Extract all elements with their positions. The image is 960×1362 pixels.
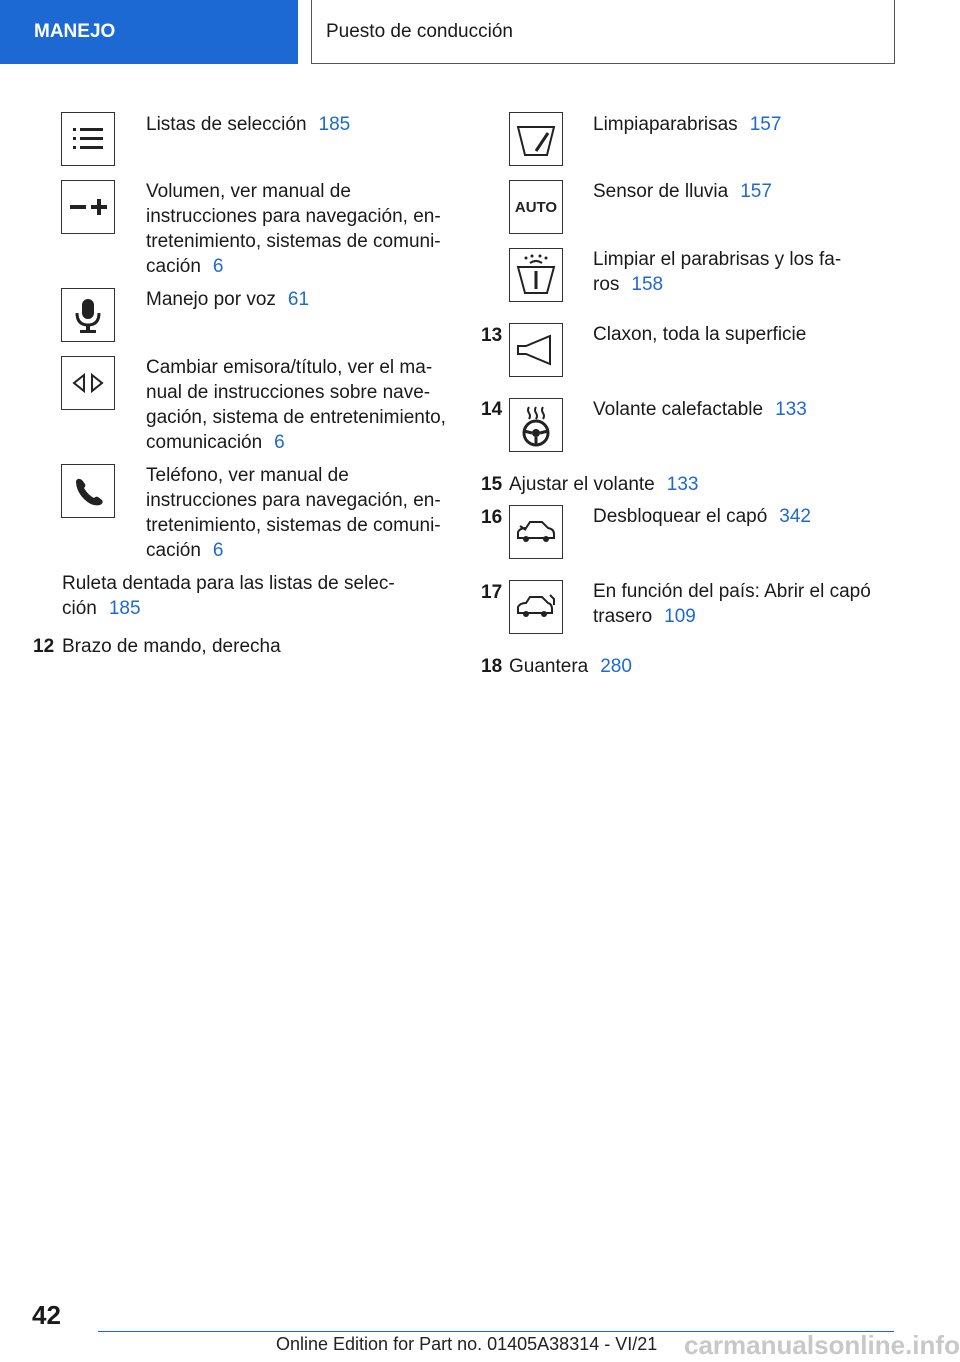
list-item (146, 179, 450, 279)
item-number: 13 (481, 325, 503, 346)
page-ref-link[interactable]: 6 (212, 256, 224, 277)
page-ref-link[interactable]: 185 (108, 598, 141, 619)
ruleta-item (62, 571, 402, 621)
page-ref-link[interactable]: 157 (740, 181, 772, 202)
item-text: Sensor de lluvia (593, 181, 729, 202)
page-number: 42 (32, 1300, 61, 1330)
chapter-title: Puesto de conducción (311, 0, 895, 64)
list-item (593, 247, 853, 297)
item-text: Volante calefactable (593, 399, 764, 420)
page-header (0, 0, 960, 66)
page-ref-link[interactable]: 109 (664, 606, 696, 627)
page-ref-link[interactable]: 185 (318, 114, 351, 135)
list-item (509, 654, 889, 679)
phone-icon (61, 464, 115, 518)
list-icon (61, 112, 115, 166)
item-text: Limpiar el parabrisas y los fa-ros (593, 249, 842, 295)
item-text: En función del país: Abrir el capó trasero (593, 581, 871, 627)
item-number: 14 (481, 399, 503, 420)
item-number: 15 (481, 474, 503, 495)
item-text: Teléfono, ver manual de instrucciones para navegación, en-tretenimiento, sistemas de comuni-cación (146, 465, 441, 561)
item-text: Limpiaparabrisas (593, 114, 738, 135)
list-item (146, 112, 446, 137)
item-13-text: Claxon, toda la superficie (593, 324, 807, 345)
page-ref-link[interactable]: 157 (749, 114, 782, 135)
washer-icon (509, 248, 563, 302)
item-number: 18 (481, 656, 503, 677)
horn-icon (509, 323, 563, 377)
section-tab: MANEJO (0, 0, 298, 64)
item-12-text: Brazo de mando, derecha (62, 636, 281, 657)
car-hood-icon (509, 505, 563, 559)
item-number: 16 (481, 507, 503, 528)
page-ref-link[interactable]: 342 (779, 506, 811, 527)
list-item (593, 179, 893, 204)
page-ref-link[interactable]: 6 (212, 540, 224, 561)
list-item (593, 504, 893, 529)
item-text: Guantera (509, 656, 589, 677)
list-item (509, 472, 889, 497)
wiper-icon (509, 112, 563, 166)
item-text: Ajustar el volante (509, 474, 655, 495)
microphone-icon (61, 288, 115, 342)
prev-next-icon (61, 356, 115, 410)
item-number: 17 (481, 582, 503, 603)
footer-edition: Online Edition for Part no. 01405A38314 - VI/21 (276, 1334, 658, 1354)
page-ref-link[interactable]: 6 (274, 432, 285, 453)
item-text: Manejo por voz (146, 289, 276, 310)
auto-rain-sensor-icon (509, 180, 563, 234)
auto-label: AUTO (514, 198, 558, 216)
page-ref-link[interactable]: 133 (666, 474, 699, 495)
list-item (146, 463, 450, 563)
list-item (593, 579, 883, 629)
page-ref-link[interactable]: 280 (600, 656, 632, 677)
list-item (146, 355, 452, 455)
list-item (593, 397, 893, 422)
item-text: Cambiar emisora/título, ver el ma-nual de instrucciones sobre nave-gación, sistema de entretenimiento, comunicación (146, 357, 446, 453)
car-trunk-icon (509, 580, 563, 634)
item-text: Volumen, ver manual de instrucciones para navegación, en-tretenimiento, sistemas de comuni-cación (146, 181, 441, 277)
list-item (146, 287, 446, 312)
item-text: Ruleta dentada para las listas de selec-ción (62, 573, 395, 619)
page-ref-link[interactable]: 61 (287, 289, 310, 310)
watermark: carmanualsonline.info (684, 1330, 960, 1360)
item-text: Desbloquear el capó (593, 506, 768, 527)
item-text: Listas de selección (146, 114, 307, 135)
page-ref-link[interactable]: 158 (631, 274, 664, 295)
item-number: 12 (33, 636, 55, 657)
volume-icon (61, 180, 115, 234)
heated-steering-wheel-icon (509, 398, 563, 452)
page-ref-link[interactable]: 133 (775, 399, 807, 420)
list-item (593, 112, 893, 137)
